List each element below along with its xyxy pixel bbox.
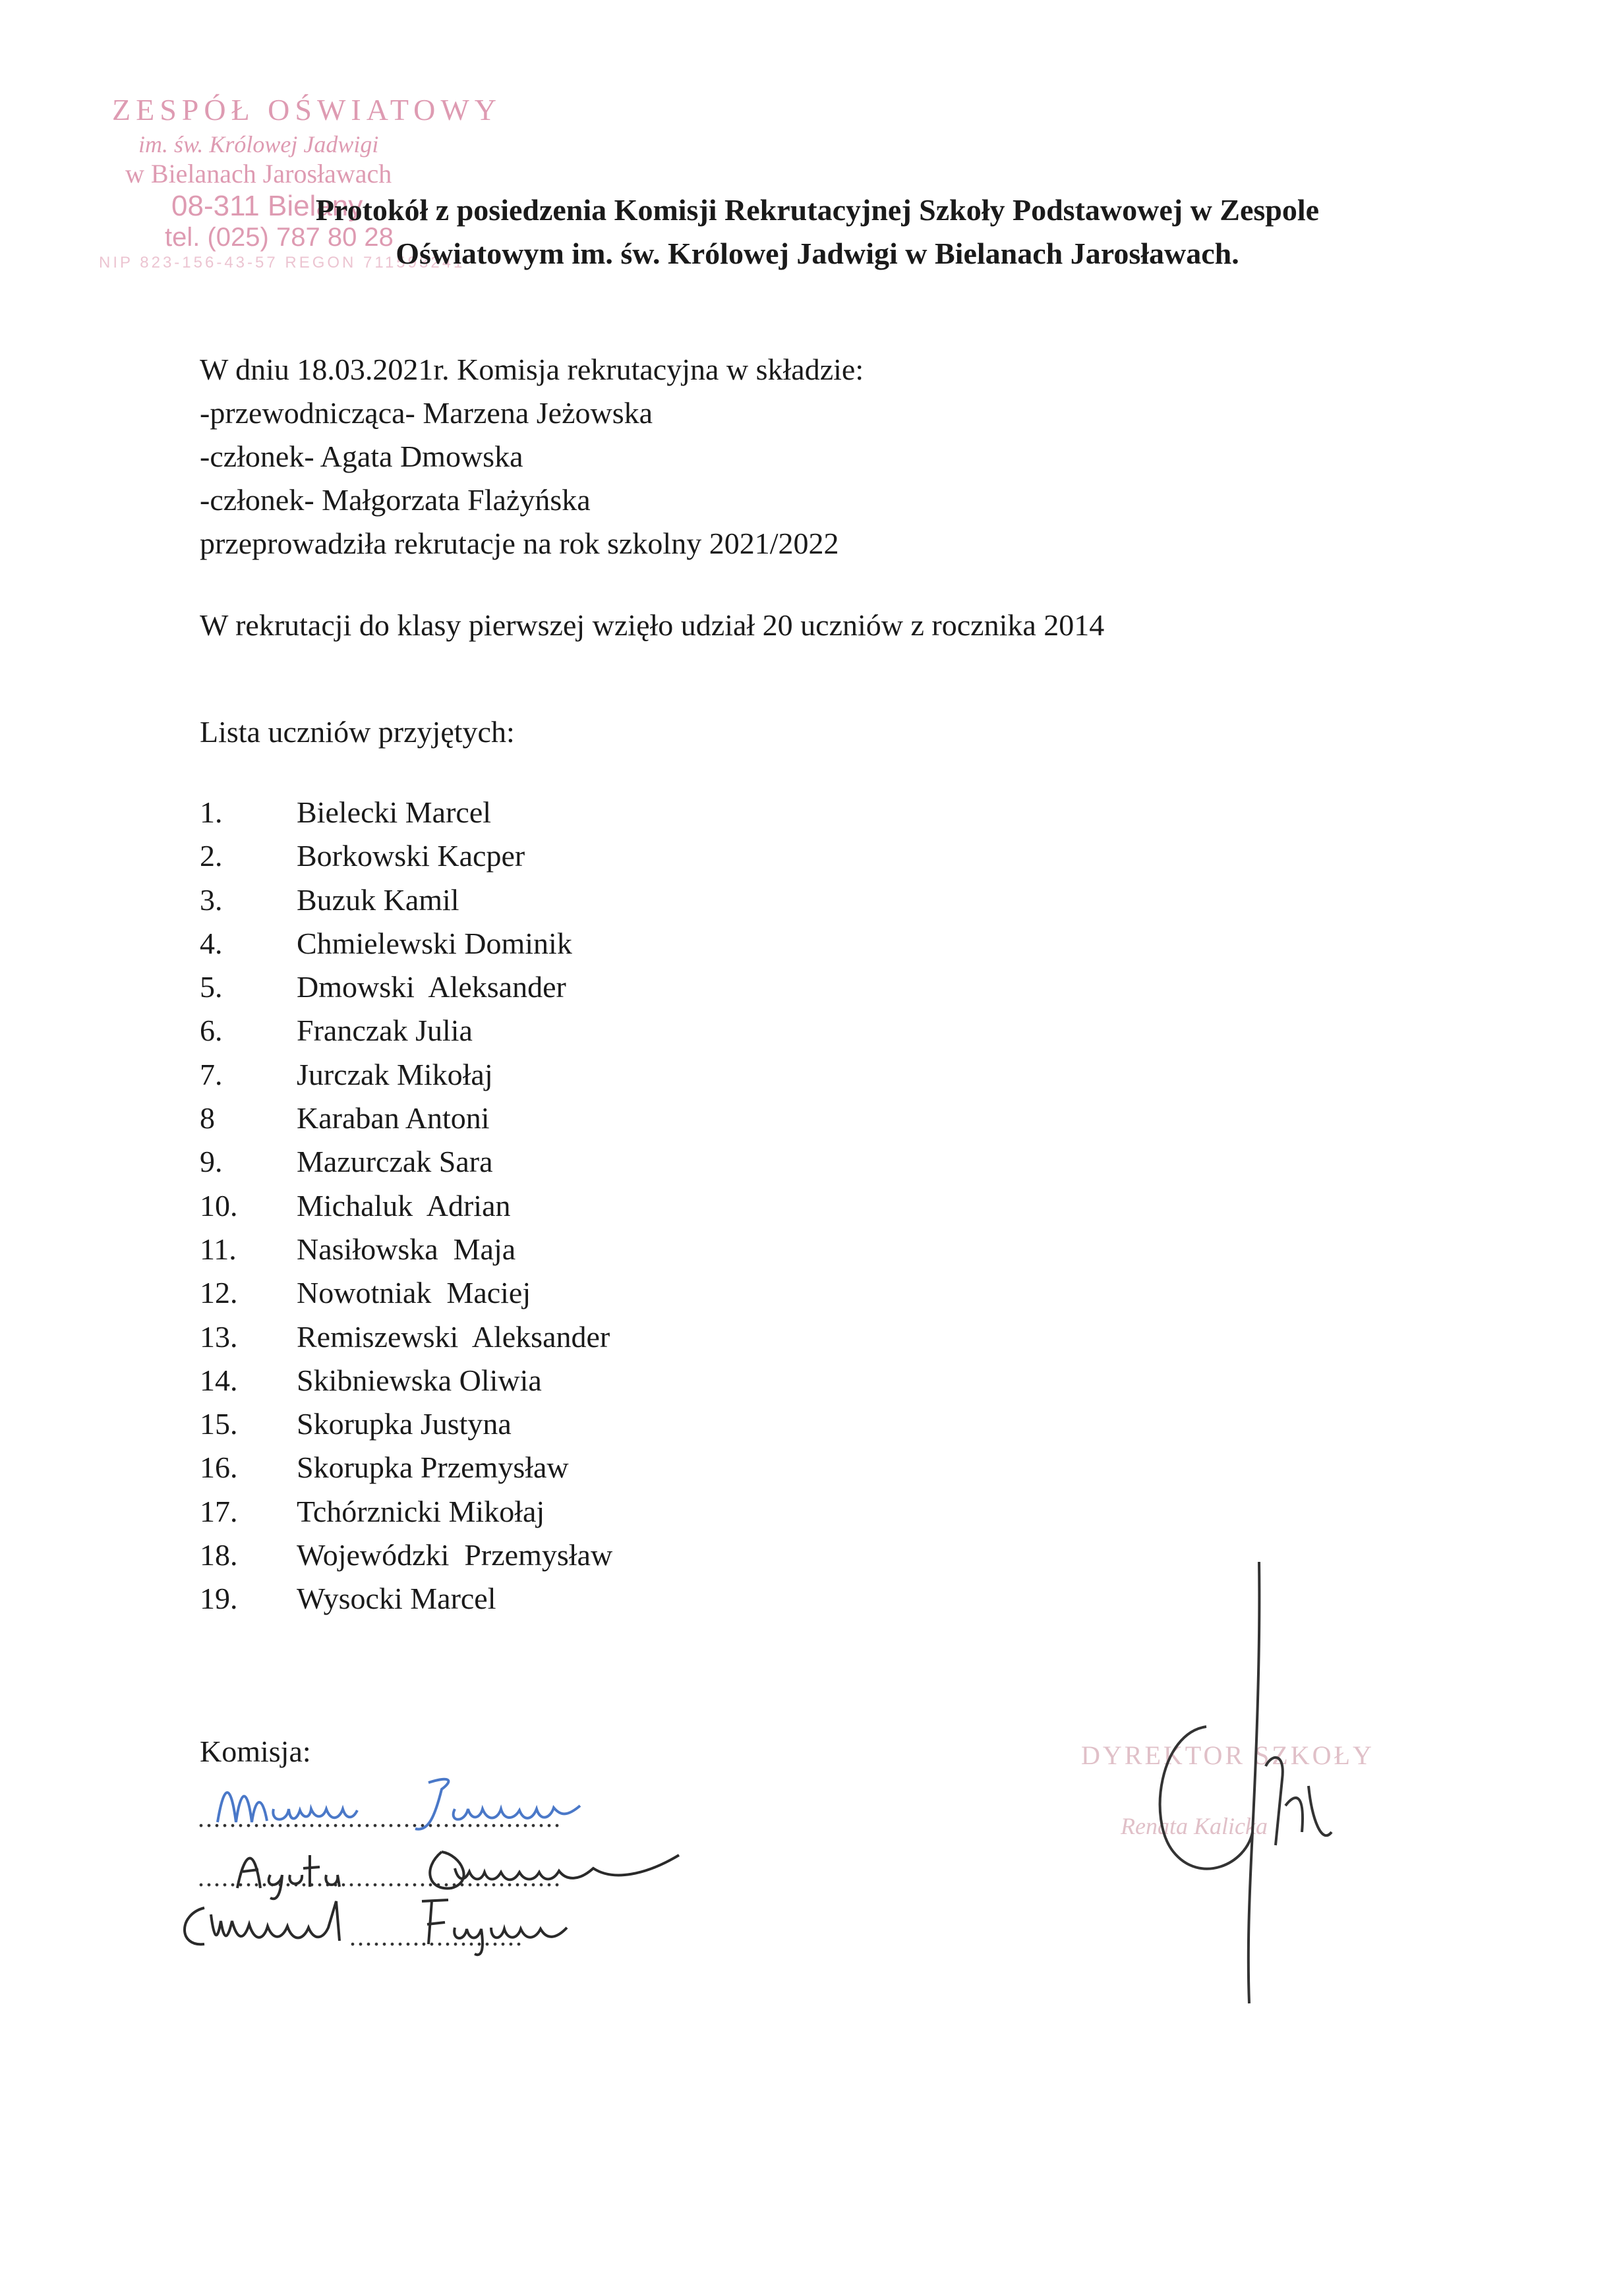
stamp-line: im. św. Królowej Jadwigi bbox=[138, 131, 379, 158]
student-name: Chmielewski Dominik bbox=[297, 926, 572, 960]
intro-line: przeprowadziła rekrutacje na rok szkolny 2021/2022 bbox=[200, 527, 839, 560]
stamp-line: ZESPÓŁ OŚWIATOWY bbox=[112, 93, 502, 127]
student-list-item bbox=[200, 922, 612, 965]
student-list-item bbox=[200, 1097, 612, 1140]
intro-line: -członek- Małgorzata Flażyńska bbox=[200, 483, 591, 517]
student-name: Wysocki Marcel bbox=[297, 1582, 496, 1616]
student-list-item bbox=[200, 1359, 612, 1402]
student-list-item bbox=[200, 1446, 612, 1489]
student-number: 6. bbox=[200, 1014, 223, 1048]
stamp-line: w Bielanach Jarosławach bbox=[125, 159, 392, 188]
student-number: 3. bbox=[200, 882, 223, 917]
stamp-line: tel. (025) 787 80 28 bbox=[165, 223, 394, 252]
commission-label: Komisja: bbox=[200, 1735, 311, 1768]
student-name: Dmowski Aleksander bbox=[297, 970, 566, 1004]
director-stamp-name: Renata Kalicka bbox=[1121, 1813, 1268, 1839]
stamp-line: 08-311 Bielany bbox=[171, 190, 363, 222]
intro-line: -przewodnicząca- Marzena Jeżowska bbox=[200, 396, 653, 430]
student-list-item bbox=[200, 1315, 612, 1359]
student-number: 11. bbox=[200, 1232, 237, 1266]
document-title bbox=[198, 188, 1437, 275]
student-list-item bbox=[200, 1140, 612, 1184]
student-number: 17. bbox=[200, 1494, 238, 1528]
signature-line-1: .............................................. bbox=[198, 1803, 562, 1833]
student-number: 19. bbox=[200, 1582, 238, 1616]
student-list-item bbox=[200, 834, 612, 878]
student-list-item bbox=[200, 1009, 612, 1052]
student-number: 1. bbox=[200, 795, 223, 829]
student-number: 8 bbox=[200, 1101, 215, 1135]
commission-signatures bbox=[198, 1789, 659, 1987]
intro-line: W dniu 18.03.2021r. Komisja rekrutacyjna w składzie: bbox=[200, 353, 864, 386]
student-name: Nowotniak Maciej bbox=[297, 1276, 531, 1310]
title-line-2: Oświatowym im. św. Królowej Jadwigi w Bielanach Jarosławach. bbox=[396, 237, 1239, 270]
student-number: 9. bbox=[200, 1145, 223, 1179]
student-name: Franczak Julia bbox=[297, 1014, 473, 1048]
student-list-item bbox=[200, 1053, 612, 1097]
director-stamp-title: DYREKTOR SZKOŁY bbox=[1081, 1740, 1374, 1770]
student-number: 4. bbox=[200, 926, 223, 960]
student-list-item bbox=[200, 1228, 612, 1271]
student-number: 5. bbox=[200, 970, 223, 1004]
student-name: Skorupka Przemysław bbox=[297, 1450, 569, 1485]
stamp-line: NIP 823-156-43-57 REGON 711593241 bbox=[99, 254, 465, 272]
student-name: Michaluk Adrian bbox=[297, 1188, 511, 1222]
student-list-heading: Lista uczniów przyjętych: bbox=[200, 715, 515, 749]
student-number: 13. bbox=[200, 1319, 238, 1354]
student-number: 12. bbox=[200, 1276, 238, 1310]
student-list-item bbox=[200, 1577, 612, 1621]
signature-line-2: .............................................. bbox=[198, 1862, 562, 1892]
intro-line: -członek- Agata Dmowska bbox=[200, 440, 523, 473]
student-list bbox=[200, 791, 612, 1621]
intro-paragraph bbox=[200, 348, 864, 565]
student-name: Skorupka Justyna bbox=[297, 1407, 512, 1441]
student-name: Borkowski Kacper bbox=[297, 839, 525, 873]
student-list-item bbox=[200, 1534, 612, 1577]
director-signature bbox=[1134, 1555, 1371, 2017]
student-name: Skibniewska Oliwia bbox=[297, 1363, 542, 1397]
student-name: Tchórznicki Mikołaj bbox=[297, 1494, 545, 1528]
student-name: Buzuk Kamil bbox=[297, 882, 459, 917]
student-name: Wojewódzki Przemysław bbox=[297, 1538, 613, 1572]
student-number: 14. bbox=[200, 1363, 238, 1397]
signature-line-3: ...................... bbox=[349, 1922, 523, 1951]
student-number: 15. bbox=[200, 1407, 238, 1441]
student-number: 18. bbox=[200, 1538, 238, 1572]
signature-malgorzata-flazynska bbox=[171, 1888, 593, 1961]
student-list-item bbox=[200, 791, 612, 834]
student-name: Mazurczak Sara bbox=[297, 1145, 493, 1179]
title-line-1: Protokół z posiedzenia Komisji Rekrutacyjnej Szkoły Podstawowej w Zespole bbox=[315, 193, 1320, 227]
student-list-item bbox=[200, 878, 612, 922]
student-name: Remiszewski Aleksander bbox=[297, 1319, 610, 1354]
student-number: 10. bbox=[200, 1188, 238, 1222]
student-list-item bbox=[200, 1402, 612, 1446]
student-list-item bbox=[200, 1490, 612, 1534]
student-list-item bbox=[200, 1184, 612, 1228]
student-list-item bbox=[200, 1271, 612, 1315]
student-name: Nasiłowska Maja bbox=[297, 1232, 516, 1266]
student-list-item bbox=[200, 965, 612, 1009]
student-number: 16. bbox=[200, 1450, 238, 1485]
student-name: Bielecki Marcel bbox=[297, 795, 492, 829]
student-number: 7. bbox=[200, 1057, 223, 1091]
student-name: Karaban Antoni bbox=[297, 1101, 490, 1135]
student-name: Jurczak Mikołaj bbox=[297, 1057, 493, 1091]
participation-text: W rekrutacji do klasy pierwszej wzięło udział 20 uczniów z rocznika 2014 bbox=[200, 608, 1105, 642]
student-number: 2. bbox=[200, 839, 223, 873]
